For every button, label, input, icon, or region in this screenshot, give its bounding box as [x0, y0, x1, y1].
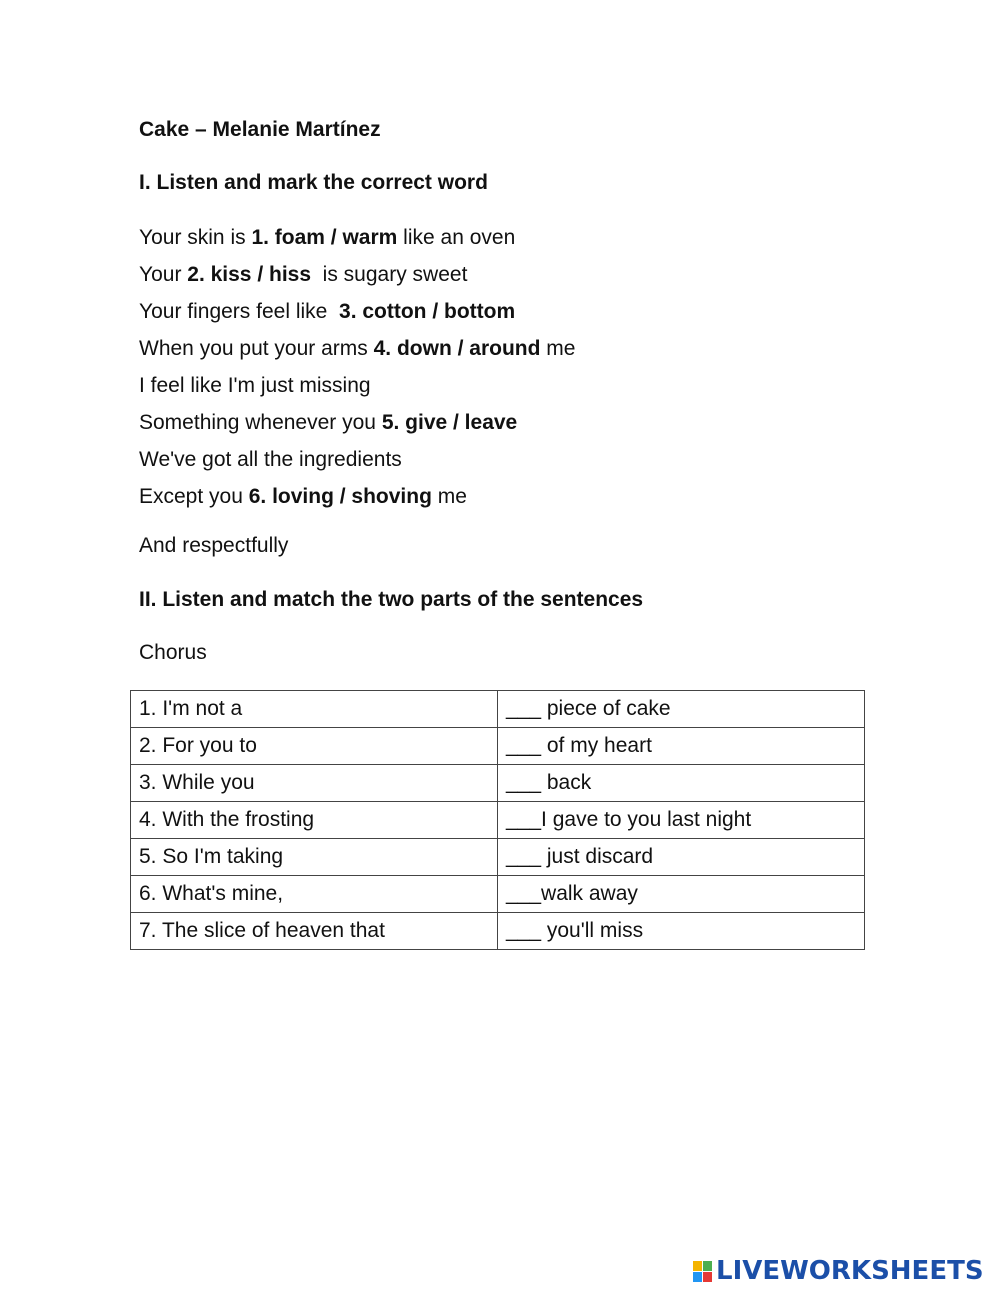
lyric-text: is sugary sweet [311, 263, 468, 286]
sentence-end[interactable]: ___ of my heart [498, 728, 865, 765]
lyric-line [139, 297, 575, 334]
lyric-text: Your fingers feel like [139, 300, 340, 323]
lyric-line [139, 223, 575, 260]
lyric-line [139, 371, 575, 408]
lyric-line [139, 445, 575, 482]
logo-text: LIVEWORKSHEETS [716, 1256, 984, 1286]
sentence-start: 1. I'm not a [131, 691, 498, 728]
word-choice[interactable]: 5. give / leave [381, 411, 518, 434]
logo-square [703, 1261, 712, 1271]
lyric-text: Your [139, 263, 188, 286]
table-row [131, 765, 865, 802]
liveworksheets-logo [693, 1256, 984, 1286]
lyric-text: We've got all the ingredients [139, 448, 402, 471]
logo-square [703, 1272, 712, 1282]
lyric-text: Your skin is [139, 226, 252, 249]
word-choice[interactable]: 4. down / around [373, 337, 541, 360]
word-choice[interactable]: 3. cotton / bottom [339, 300, 516, 323]
table-row [131, 913, 865, 950]
lyric-text: Except you [139, 485, 249, 508]
lyric-text: Something whenever you [139, 411, 382, 434]
lyric-line [139, 260, 575, 297]
sentence-end[interactable]: ___I gave to you last night [498, 802, 865, 839]
sentence-start: 2. For you to [131, 728, 498, 765]
table-row [131, 876, 865, 913]
sentence-start: 5. So I'm taking [131, 839, 498, 876]
lyric-line-after: And respectfully [139, 534, 289, 557]
word-choice[interactable]: 2. kiss / hiss [187, 263, 312, 286]
lyric-text: like an oven [397, 226, 516, 249]
sentence-start: 7. The slice of heaven that [131, 913, 498, 950]
sentence-end[interactable]: ___ just discard [498, 839, 865, 876]
logo-icon [693, 1261, 712, 1282]
table-row [131, 839, 865, 876]
lyric-text: When you put your arms [139, 337, 374, 360]
lyric-text: me [431, 485, 467, 508]
chorus-label: Chorus [139, 641, 207, 664]
sentence-end[interactable]: ___ back [498, 765, 865, 802]
page-title: Cake – Melanie Martínez [139, 118, 381, 141]
logo-square [693, 1272, 702, 1282]
section-2-heading: II. Listen and match the two parts of the sentences [139, 588, 644, 611]
matching-table [130, 690, 865, 950]
sentence-start: 4. With the frosting [131, 802, 498, 839]
table-row [131, 691, 865, 728]
sentence-end[interactable]: ___walk away [498, 876, 865, 913]
sentence-end[interactable]: ___ piece of cake [498, 691, 865, 728]
section-1-heading: I. Listen and mark the correct word [139, 171, 488, 194]
word-choice[interactable]: 6. loving / shoving [248, 485, 432, 508]
lyric-text: I feel like I'm just missing [139, 374, 371, 397]
lyric-line [139, 408, 575, 445]
lyric-line [139, 482, 575, 519]
logo-square [693, 1261, 702, 1271]
lyric-line [139, 334, 575, 371]
table-row [131, 802, 865, 839]
sentence-start: 6. What's mine, [131, 876, 498, 913]
sentence-end[interactable]: ___ you'll miss [498, 913, 865, 950]
table-row [131, 728, 865, 765]
lyrics-block [139, 223, 575, 519]
lyric-text: me [540, 337, 576, 360]
word-choice[interactable]: 1. foam / warm [251, 226, 398, 249]
sentence-start: 3. While you [131, 765, 498, 802]
